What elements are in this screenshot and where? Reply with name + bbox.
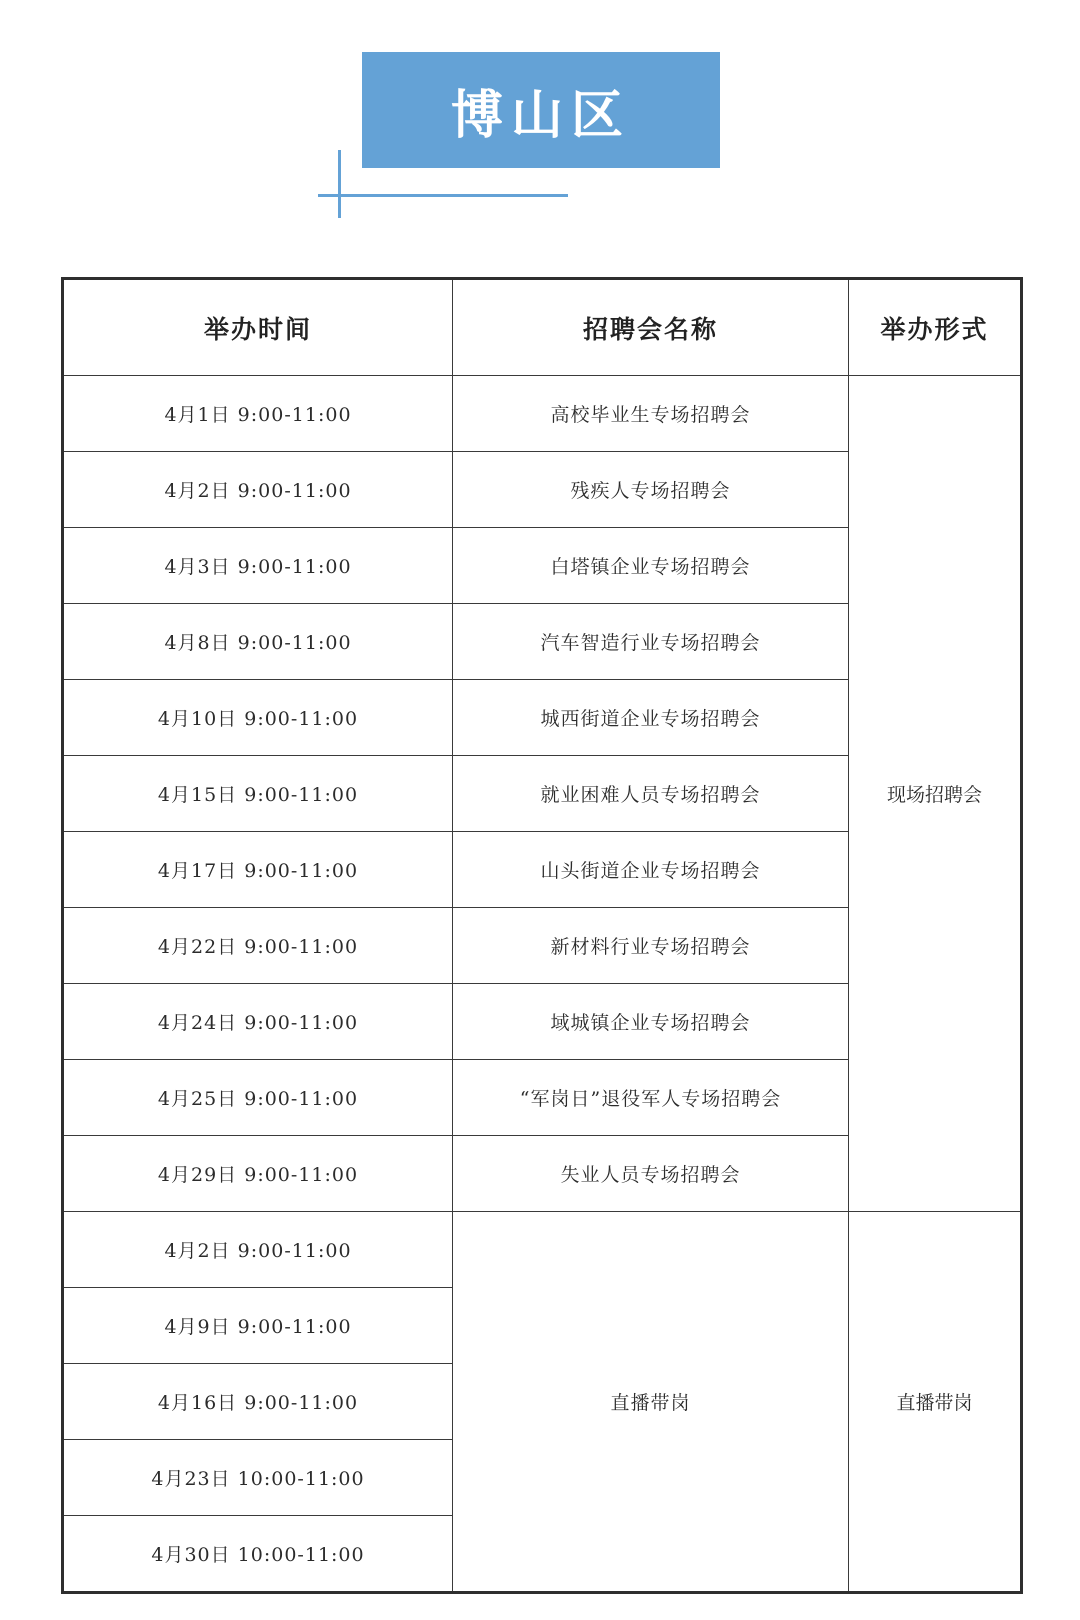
time-cell: 4月2日 9:00-11:00	[63, 1212, 453, 1288]
time-cell: 4月25日 9:00-11:00	[63, 1060, 453, 1136]
name-cell: 汽车智造行业专场招聘会	[453, 604, 849, 680]
time-cell: 4月29日 9:00-11:00	[63, 1136, 453, 1212]
time-cell: 4月15日 9:00-11:00	[63, 756, 453, 832]
name-cell: 失业人员专场招聘会	[453, 1136, 849, 1212]
header-mode: 举办形式	[849, 279, 1022, 376]
time-cell: 4月8日 9:00-11:00	[63, 604, 453, 680]
time-cell: 4月2日 9:00-11:00	[63, 452, 453, 528]
time-cell: 4月1日 9:00-11:00	[63, 376, 453, 452]
time-cell: 4月22日 9:00-11:00	[63, 908, 453, 984]
name-cell: 就业困难人员专场招聘会	[453, 756, 849, 832]
time-cell: 4月3日 9:00-11:00	[63, 528, 453, 604]
header-row	[63, 279, 1022, 376]
name-cell: 残疾人专场招聘会	[453, 452, 849, 528]
header-time: 举办时间	[63, 279, 453, 376]
table-row	[63, 1212, 1022, 1288]
name-cell: 山头街道企业专场招聘会	[453, 832, 849, 908]
name-cell: 高校毕业生专场招聘会	[453, 376, 849, 452]
name-cell: 新材料行业专场招聘会	[453, 908, 849, 984]
mode-cell-live: 直播带岗	[849, 1212, 1022, 1593]
decorative-vertical-line	[338, 150, 341, 218]
mode-cell-onsite: 现场招聘会	[849, 376, 1022, 1212]
time-cell: 4月17日 9:00-11:00	[63, 832, 453, 908]
title-banner	[362, 52, 720, 168]
time-cell: 4月24日 9:00-11:00	[63, 984, 453, 1060]
time-cell: 4月9日 9:00-11:00	[63, 1288, 453, 1364]
name-cell: “军岗日”退役军人专场招聘会	[453, 1060, 849, 1136]
decorative-horizontal-line	[318, 194, 568, 197]
page-title: 博山区	[450, 85, 631, 146]
job-fair-schedule-table	[61, 277, 1023, 1594]
table-row	[63, 376, 1022, 452]
name-cell: 域城镇企业专场招聘会	[453, 984, 849, 1060]
name-cell: 城西街道企业专场招聘会	[453, 680, 849, 756]
name-cell: 白塔镇企业专场招聘会	[453, 528, 849, 604]
time-cell: 4月23日 10:00-11:00	[63, 1440, 453, 1516]
name-cell-live: 直播带岗	[453, 1212, 849, 1593]
time-cell: 4月16日 9:00-11:00	[63, 1364, 453, 1440]
header-name: 招聘会名称	[453, 279, 849, 376]
time-cell: 4月10日 9:00-11:00	[63, 680, 453, 756]
time-cell: 4月30日 10:00-11:00	[63, 1516, 453, 1593]
